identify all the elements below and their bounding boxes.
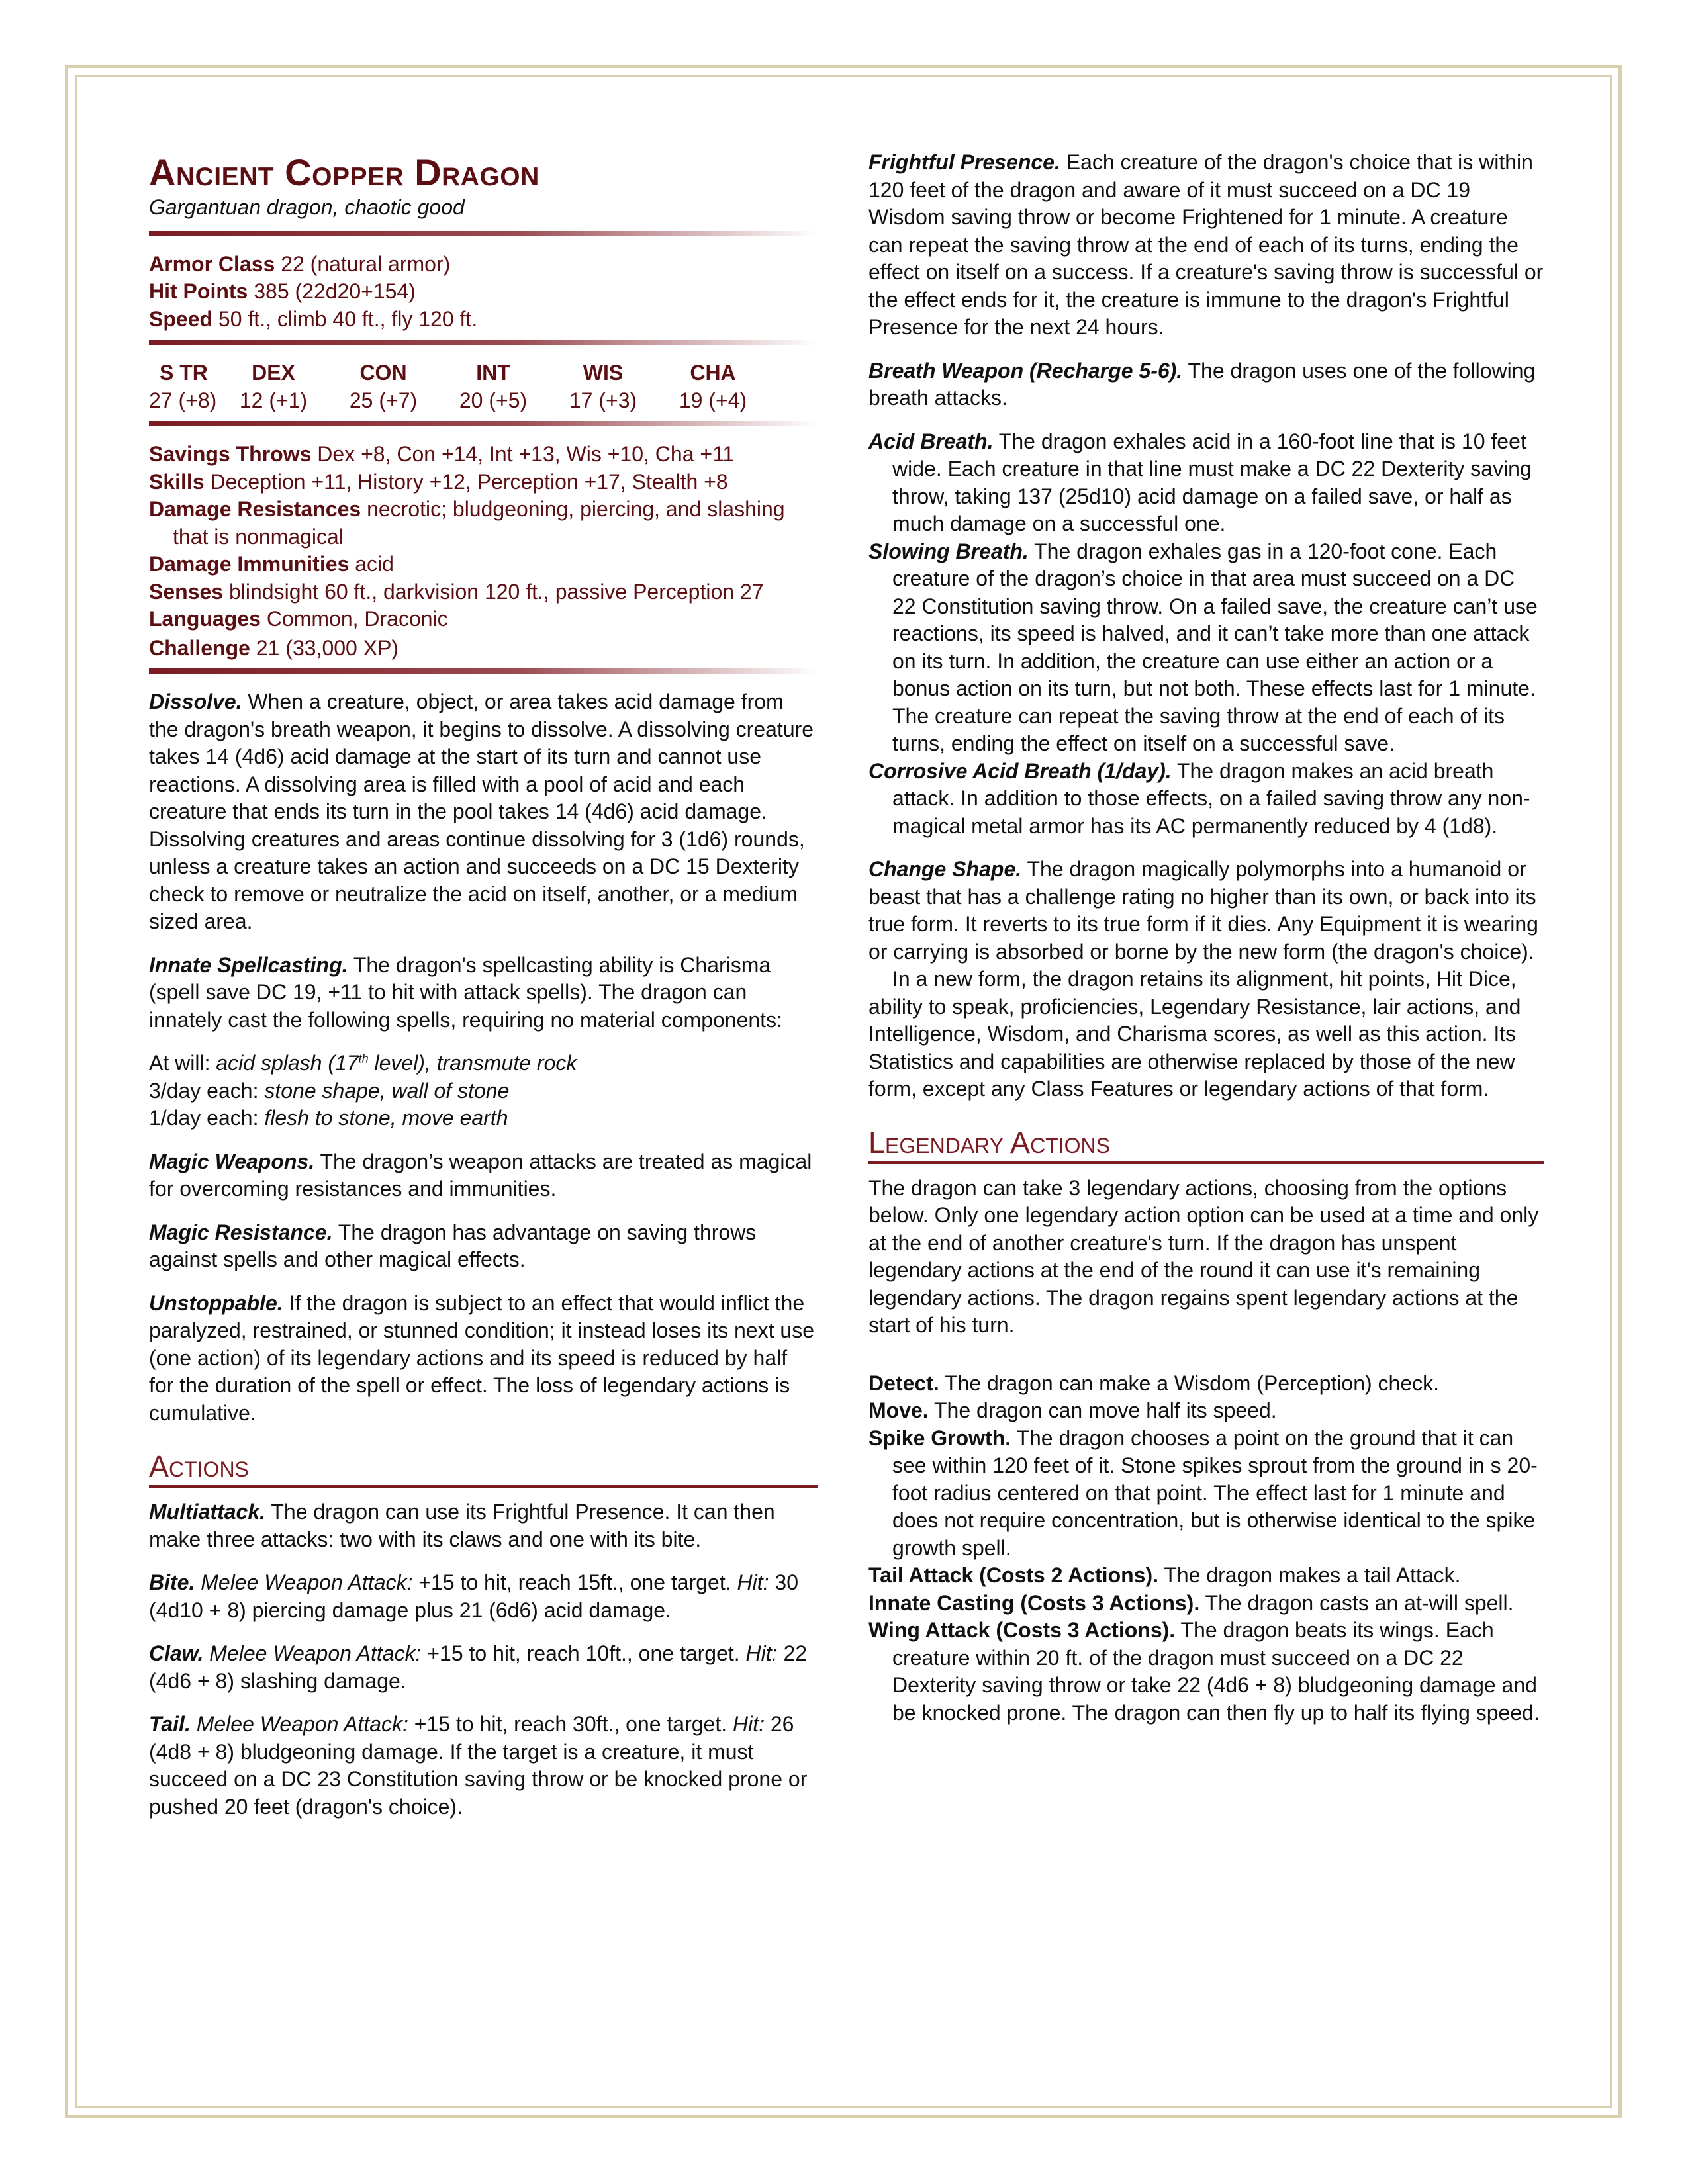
trait-unstoppable: Unstoppable. If the dragon is subject to an effect that would inflict the paralyzed, restrained, or stunned condition; it instead loses its next use (one action) of its legendary actions and its speed is reduced by half for the duration of the spell or effect. The loss of legendary actions is cumulative. [149,1291,815,1425]
actions-heading: Actions [149,1449,818,1488]
ability-name: DEX [252,361,295,385]
ability-names [149,359,818,387]
action-claw: Claw. Melee Weapon Attack: +15 to hit, reach 10ft., one target. Hit: 22 (4d6 + 8) slashing damage. [149,1641,808,1693]
action-change-shape: Change Shape. The dragon magically polymorphs into a humanoid or beast that has a challenge rating no higher than its own, or back into its true form. It reverts to its true form if it dies. Any Equipment it is wearing or carrying is absorbed or borne by the new form (the dragon's choice). [868,857,1538,964]
monster-type: Gargantuan dragon, chaotic good [149,195,465,219]
trait-dissolve: Dissolve. When a creature, object, or area takes acid damage from the dragon's breath weapon, it begins to dissolve. A dissolving creature takes 14 (4d6) acid damage at the start of its turn and cannot use reactions. A dissolving area is filled with a pool of acid and each creature that ends its turn in the pool takes 14 (4d6) acid damage. Dissolving creatures and areas continue dissolving for 3 (1d6) rounds, unless a creature takes an action and succeeds on a DC 15 Dexterity check to remove or neutralize the acid on itself, another, or a medium sized area. [149,690,814,933]
speed: Speed 50 ft., climb 40 ft., fly 120 ft. [149,306,478,331]
legendary-actions-heading: Legendary Actions [868,1126,1544,1164]
senses: Senses blindsight 60 ft., darkvision 120 ft., passive Perception 27 [149,579,764,604]
ability-name: S TR [160,361,208,385]
breath-acid: Acid Breath. The dragon exhales acid in a 160-foot line that is 10 feet wide. Each creature in that line must make a DC 22 Dexterity saving throw, taking 137 (25d10) acid damage on a failed save, or half as much damage on a successful one. [868,429,1532,535]
ability-scores [149,387,818,415]
damage-resistances: Damage Resistances necrotic; bludgeoning, piercing, and slashing that is nonmagical [149,497,785,549]
action-frightful-presence: Frightful Presence. Each creature of the dragon's choice that is within 120 feet of the dragon and aware of it must succeed on a DC 19 Wisdom saving throw or become Frightened for 1 minute. A creature can repeat the saving throw at the end of each of its turns, ending the effect on itself on a success. If a creature's saving throw is successful or the effect ends for it, the creature is immune to the dragon's Frightful Presence for the next 24 hours. [868,150,1544,339]
left-column [149,149,818,1837]
saving-throws: Savings Throws Dex +8, Con +14, Int +13, Wis +10, Cha +11 [149,442,735,466]
ability-score: 20 (+5) [459,388,528,412]
damage-immunities: Damage Immunities acid [149,552,394,576]
trait-magic-weapons: Magic Weapons. The dragon’s weapon attacks are treated as magical for overcoming resistances and immunities. [149,1149,812,1201]
ability-score: 19 (+4) [679,388,747,412]
ability-score: 25 (+7) [349,388,418,412]
legendary-intro: The dragon can take 3 legendary actions, choosing from the options below. Only one legendary action option can be used at a time and only at the end of another creature's turn. If the dragon has unspent legendary actions at the end of the round it can use it's remaining legendary actions. The dragon regains spent legendary actions at the start of his turn. [868,1175,1539,1337]
languages: Languages Common, Draconic [149,607,448,631]
trait-innate-spellcasting: Innate Spellcasting. The dragon's spellcasting ability is Charisma (spell save DC 19, +11 to hit with attack spells). The dragon can innately cast the following spells, requiring no material components: [149,952,782,1032]
right-column [868,149,1544,1727]
action-tail: Tail. Melee Weapon Attack: +15 to hit, reach 30ft., one target. Hit: 26 (4d8 + 8) bludgeoning damage. If the target is a creature, it must succeed on a DC 23 Constitution saving throw or be knocked prone or pushed 20 feet (dragon's choice). [149,1712,808,1819]
spell-at-will: At will: acid splash (17th level), transmute rock [149,1051,577,1075]
ability-name: INT [476,361,510,385]
legendary-wing-attack: Wing Attack (Costs 3 Actions). The dragon beats its wings. Each creature within 20 ft. of the dragon must succeed on a DC 22 Dexterity saving throw or take 22 (4d6 + 8) bludgeoning damage and be knocked prone. The dragon can then fly up to half its flying speed. [868,1618,1540,1725]
hit-points: Hit Points 385 (22d20+154) [149,279,416,303]
divider [149,668,818,674]
monster-name: Ancient Copper Dragon [149,152,539,193]
spell-1-day: 1/day each: flesh to stone, move earth [149,1106,508,1130]
divider [149,231,818,236]
action-breath-weapon: Breath Weapon (Recharge 5-6). The dragon uses one of the following breath attacks. [868,358,1536,410]
spell-3-day: 3/day each: stone shape, wall of stone [149,1078,510,1103]
ability-name: CHA [690,361,736,385]
legendary-innate-casting: Innate Casting (Costs 3 Actions). The dragon casts an at-will spell. [868,1590,1514,1615]
action-bite: Bite. Melee Weapon Attack: +15 to hit, reach 15ft., one target. Hit: 30 (4d10 + 8) piercing damage plus 21 (6d6) acid damage. [149,1570,798,1622]
legendary-move: Move. The dragon can move half its speed. [868,1398,1277,1422]
divider [149,340,818,345]
legendary-tail-attack: Tail Attack (Costs 2 Actions). The dragon makes a tail Attack. [868,1563,1461,1587]
breath-corrosive: Corrosive Acid Breath (1/day). The dragon makes an acid breath attack. In addition to those effects, on a failed saving throw any non-magical metal armor has its AC permanently reduced by 4 (1d8). [868,758,1530,838]
trait-magic-resistance: Magic Resistance. The dragon has advantage on saving throws against spells and other magical effects. [149,1220,757,1271]
skills: Skills Deception +11, History +12, Perception +17, Stealth +8 [149,469,728,494]
breath-slowing: Slowing Breath. The dragon exhales gas in a 120-foot cone. Each creature of the dragon’s choice in that area must succeed on a DC 22 Constitution saving throw. On a failed save, the creature can’t use reactions, its speed is halved, and it can’t take more than one attack on its turn. In addition, the creature can use either an action or a bonus action on its turn, but not both. These effects last for 1 minute. The creature can repeat the saving throw at the end of each of its turns, ending the effect on itself on a successful save. [868,539,1538,755]
ability-name: CON [359,361,407,385]
armor-class: Armor Class 22 (natural armor) [149,251,451,276]
ability-score: 27 (+8) [149,388,217,412]
legendary-detect: Detect. The dragon can make a Wisdom (Perception) check. [868,1371,1440,1395]
challenge: Challenge 21 (33,000 XP) [149,635,399,660]
ability-name: WIS [583,361,624,385]
ability-score: 12 (+1) [239,388,308,412]
ability-score: 17 (+3) [569,388,637,412]
change-shape-detail: In a new form, the dragon retains its alignment, hit points, Hit Dice, ability to speak, proficiencies, Legendary Resistance, lair actions, and Intelligence, Wisdom, and Charisma scores, as well as this action. Its Statistics and capabilities are otherwise replaced by those of the new form, except any Class Features or legendary actions of that form. [868,967,1521,1101]
legendary-spike-growth: Spike Growth. The dragon chooses a point on the ground that it can see within 120 feet of it. Stone spikes sprout from the ground in s 20-foot radius centered on that point. The effect last for 1 minute and does not require concentration, but is otherwise identical to the spike growth spell. [868,1426,1538,1560]
divider [149,421,818,426]
action-multiattack: Multiattack. The dragon can use its Frightful Presence. It can then make three attacks: two with its claws and one with its bite. [149,1500,775,1551]
